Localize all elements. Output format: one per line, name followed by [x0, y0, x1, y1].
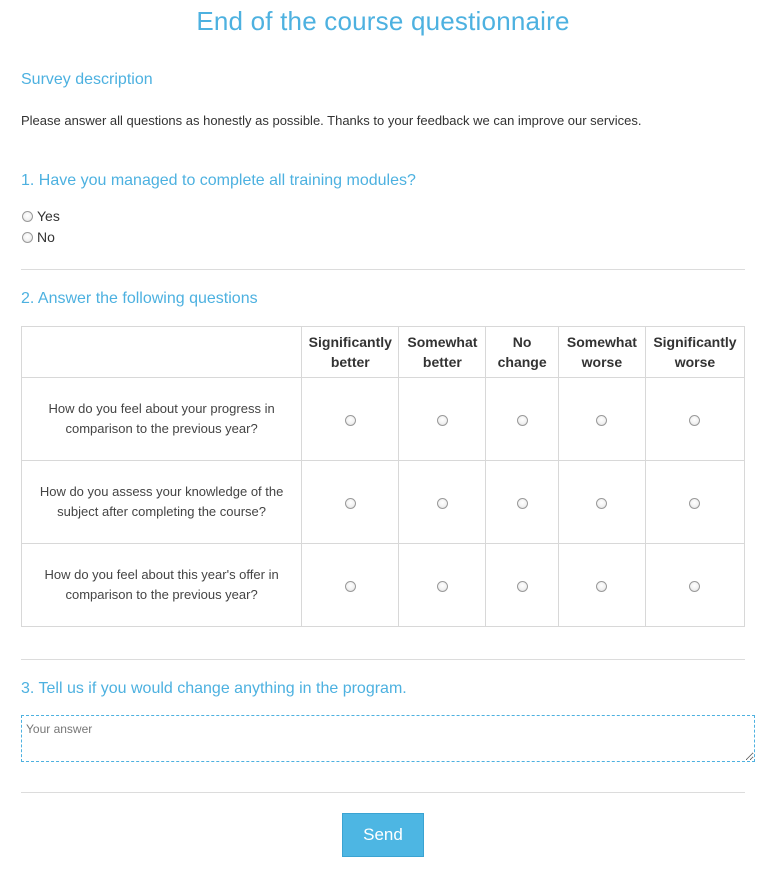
- radio-button[interactable]: [517, 415, 528, 426]
- radio-button[interactable]: [345, 498, 356, 509]
- matrix-header-row: [22, 327, 745, 378]
- radio-button[interactable]: [689, 581, 700, 592]
- radio-button[interactable]: [22, 232, 33, 243]
- matrix-cell[interactable]: [558, 461, 645, 544]
- matrix-cell[interactable]: [645, 544, 744, 627]
- radio-button[interactable]: [437, 581, 448, 592]
- matrix-row: [22, 544, 745, 627]
- matrix-cell[interactable]: [399, 378, 486, 461]
- question-1-title: 1. Have you managed to complete all training modules?: [21, 172, 416, 189]
- matrix-corner-cell: [22, 327, 302, 378]
- matrix-cell[interactable]: [302, 378, 399, 461]
- matrix-cell[interactable]: [399, 544, 486, 627]
- radio-button[interactable]: [517, 498, 528, 509]
- row-question: How do you feel about your progress in comparison to the previous year?: [22, 378, 302, 461]
- matrix-cell[interactable]: [645, 378, 744, 461]
- radio-button[interactable]: [689, 415, 700, 426]
- radio-button[interactable]: [437, 415, 448, 426]
- section-divider: [21, 269, 745, 270]
- row-question: How do you assess your knowledge of the subject after completing the course?: [22, 461, 302, 544]
- matrix-row: [22, 378, 745, 461]
- section-divider: [21, 659, 745, 660]
- q1-option-yes-label: Yes: [37, 208, 60, 224]
- matrix-cell[interactable]: [645, 461, 744, 544]
- radio-button[interactable]: [689, 498, 700, 509]
- radio-button[interactable]: [345, 415, 356, 426]
- q1-option-no[interactable]: [22, 229, 55, 245]
- section-divider: [21, 792, 745, 793]
- matrix-cell[interactable]: [399, 461, 486, 544]
- page-title: End of the course questionnaire: [196, 6, 570, 36]
- radio-button[interactable]: [517, 581, 528, 592]
- answer-textarea[interactable]: [21, 715, 755, 762]
- matrix-cell[interactable]: [302, 544, 399, 627]
- matrix-cell[interactable]: [486, 378, 559, 461]
- question-2-title: 2. Answer the following questions: [21, 290, 258, 307]
- radio-button[interactable]: [345, 581, 356, 592]
- survey-description-text: Please answer all questions as honestly as possible. Thanks to your feedback we can improve our services.: [21, 113, 642, 128]
- column-header: Somewhat worse: [558, 327, 645, 378]
- row-question: How do you feel about this year's offer in comparison to the previous year?: [22, 544, 302, 627]
- q1-option-yes[interactable]: [22, 208, 60, 224]
- matrix-cell[interactable]: [486, 461, 559, 544]
- matrix-cell[interactable]: [486, 544, 559, 627]
- radio-button[interactable]: [596, 498, 607, 509]
- matrix-cell[interactable]: [558, 378, 645, 461]
- column-header: Significantly better: [302, 327, 399, 378]
- matrix-row: [22, 461, 745, 544]
- radio-button[interactable]: [22, 211, 33, 222]
- column-header: Somewhat better: [399, 327, 486, 378]
- send-button[interactable]: Send: [342, 813, 424, 857]
- survey-description-heading: Survey description: [21, 71, 153, 88]
- q1-option-no-label: No: [37, 229, 55, 245]
- matrix-cell[interactable]: [558, 544, 645, 627]
- matrix-cell[interactable]: [302, 461, 399, 544]
- question-3-title: 3. Tell us if you would change anything in the program.: [21, 680, 407, 697]
- column-header: No change: [486, 327, 559, 378]
- radio-button[interactable]: [596, 581, 607, 592]
- likert-matrix: [21, 326, 745, 627]
- radio-button[interactable]: [437, 498, 448, 509]
- column-header: Significantly worse: [645, 327, 744, 378]
- radio-button[interactable]: [596, 415, 607, 426]
